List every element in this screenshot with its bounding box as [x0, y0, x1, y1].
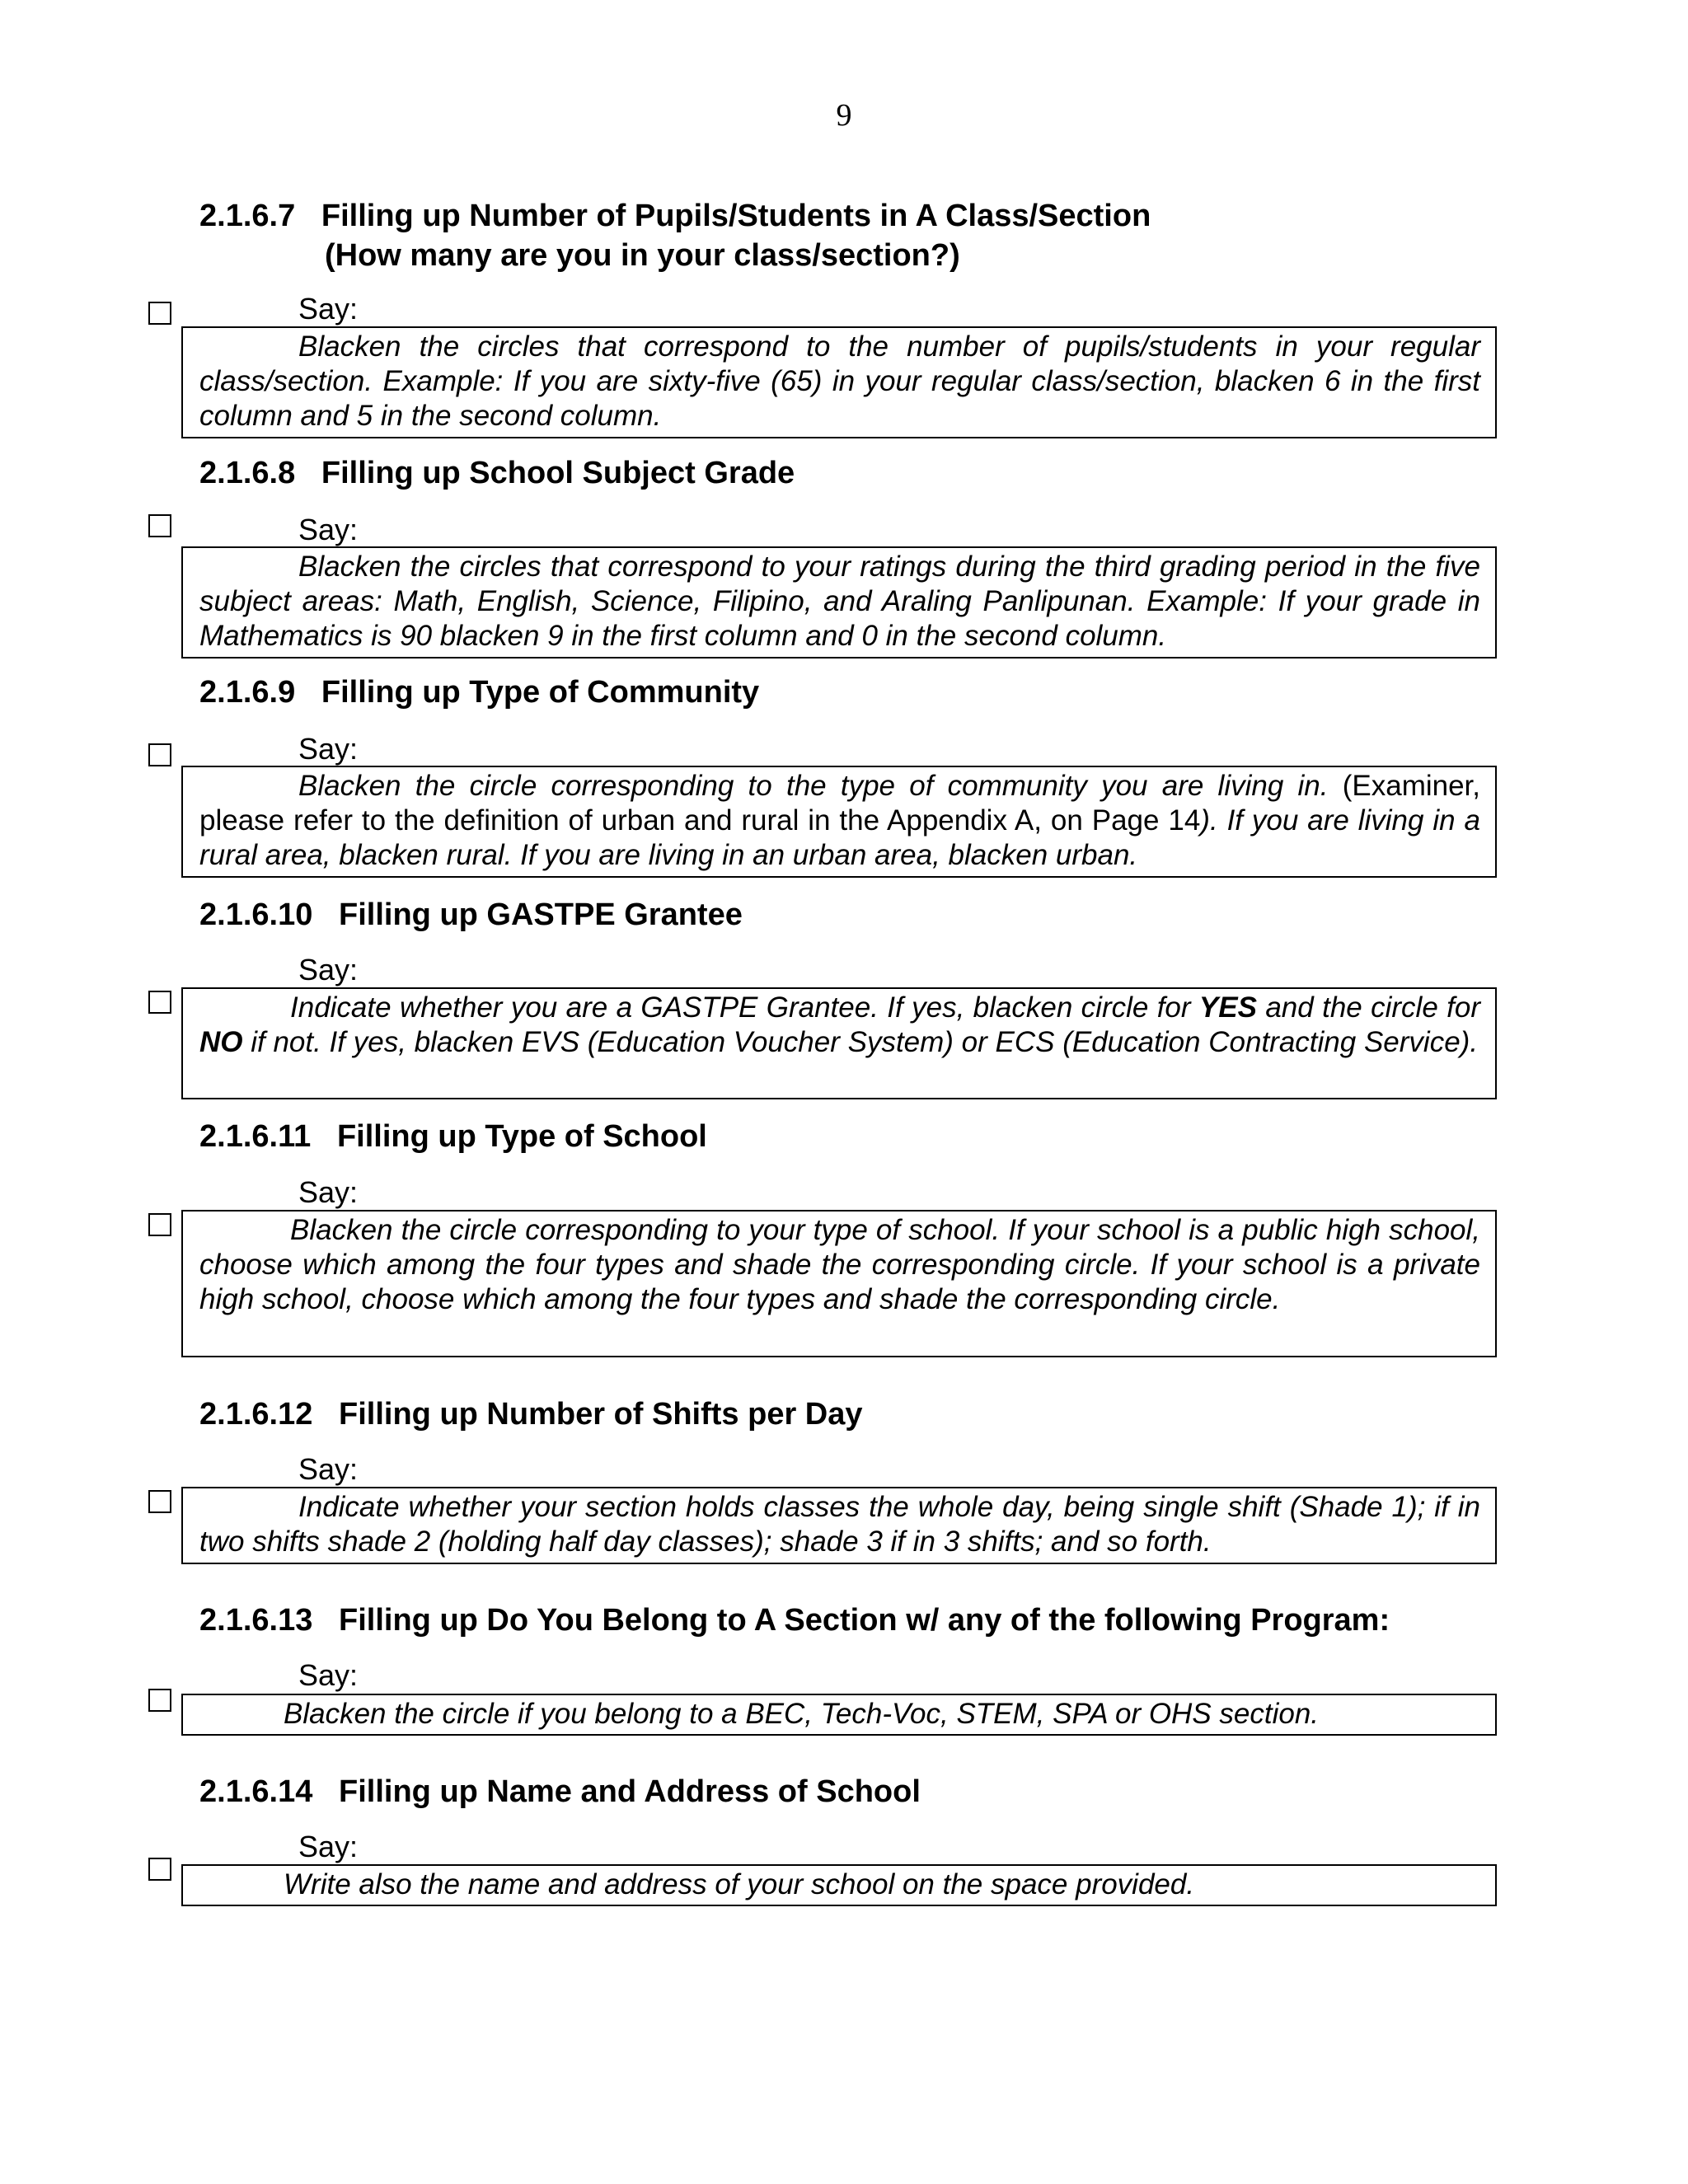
checkbox-2-1-6-7[interactable] — [148, 302, 171, 325]
instruction-text: Blacken the circles that correspond to the number of pupils/students in your regular class/section. Example: If you are sixty-five (65) in your regular class/section, blacken 6 in the first column and 5 in the second column. — [199, 330, 1480, 432]
instruction-text-italic: Indicate whether you are a GASTPE Grantee. If yes, blacken circle for — [290, 991, 1199, 1024]
page-number: 9 — [836, 98, 852, 133]
section-number: 2.1.6.9 — [199, 675, 296, 710]
checkbox-2-1-6-10[interactable] — [148, 991, 171, 1014]
section-heading-2-1-6-13 — [199, 1601, 1390, 1640]
instruction-text: Indicate whether your section holds classes the whole day, being single shift (Shade 1); if in two shifts shade 2 (holding half day classes); shade 3 if in 3 shifts; and so forth. — [199, 1491, 1480, 1558]
say-label: Say: — [298, 1175, 359, 1209]
instruction-box-2-1-6-11 — [181, 1210, 1497, 1357]
instruction-text-italic: and the circle for — [1256, 991, 1480, 1024]
section-number: 2.1.6.14 — [199, 1774, 313, 1809]
section-title: Filling up GASTPE Grantee — [339, 898, 743, 932]
instruction-text-italic: ). If you are living in a rural area, blacken rural. If you are living in an urban area, blacken urban. — [199, 804, 1480, 871]
section-subtitle: (How many are you in your class/section?) — [325, 238, 960, 273]
section-number: 2.1.6.12 — [199, 1397, 313, 1432]
checkbox-2-1-6-9[interactable] — [148, 743, 171, 766]
section-heading-2-1-6-7 — [199, 196, 1151, 275]
say-label: Say: — [298, 1452, 359, 1486]
section-heading-2-1-6-9 — [199, 673, 759, 712]
instruction-text-italic: if not. If yes, blacken EVS (Education Voucher System) or ECS (Education Contracting Service). — [242, 1026, 1479, 1058]
instruction-text — [199, 769, 1480, 873]
section-heading-2-1-6-11 — [199, 1117, 707, 1156]
section-title: Filling up Type of Community — [321, 675, 760, 710]
instruction-text: Write also the name and address of your school on the space provided. — [284, 1868, 1195, 1900]
instruction-box-2-1-6-9 — [181, 766, 1497, 878]
instruction-text — [199, 991, 1480, 1060]
say-label: Say: — [298, 1658, 359, 1692]
checkbox-2-1-6-8[interactable] — [148, 514, 171, 537]
section-title: Filling up Type of School — [336, 1119, 707, 1154]
checkbox-2-1-6-14[interactable] — [148, 1858, 171, 1881]
instruction-text: Blacken the circle corresponding to your type of school. If your school is a public high school, choose which among the four types and shade the corresponding circle. If your school is a private high school, choose which among the four types and shade the corresponding circle. — [199, 1214, 1480, 1315]
section-number: 2.1.6.10 — [199, 898, 313, 932]
instruction-box-2-1-6-12 — [181, 1487, 1497, 1564]
section-heading-2-1-6-10 — [199, 895, 743, 935]
say-label: Say: — [298, 953, 359, 987]
section-title: Filling up School Subject Grade — [321, 456, 795, 490]
say-label: Say: — [298, 732, 359, 766]
instruction-text-italic: Blacken the circle corresponding to the type of community you are living in. — [298, 770, 1329, 802]
section-number: 2.1.6.11 — [199, 1119, 312, 1154]
instruction-text: Blacken the circles that correspond to your ratings during the third grading period in the five subject areas: Math, English, Science, Filipino, and Araling Panlipunan. Example: If your grade in Mathematics is 90 blacken 9 in the first column and 0 in the second column. — [199, 551, 1480, 652]
section-number: 2.1.6.7 — [199, 199, 296, 233]
section-number: 2.1.6.13 — [199, 1603, 313, 1638]
say-label: Say: — [298, 513, 359, 546]
section-title: Filling up Number of Shifts per Day — [339, 1397, 863, 1432]
examiner-note: (Examiner, please refer to the definition of urban and rural in the Appendix A, on Page 14 — [199, 770, 1481, 837]
instruction-box-2-1-6-10 — [181, 987, 1497, 1099]
instruction-box-2-1-6-13 — [181, 1694, 1497, 1736]
section-heading-2-1-6-8 — [199, 453, 795, 493]
section-title: Filling up Number of Pupils/Students in A Class/Section — [321, 199, 1151, 233]
section-heading-2-1-6-12 — [199, 1394, 863, 1434]
section-number: 2.1.6.8 — [199, 456, 296, 490]
checkbox-2-1-6-11[interactable] — [148, 1213, 171, 1236]
instruction-box-2-1-6-14 — [181, 1864, 1497, 1906]
instruction-box-2-1-6-8 — [181, 546, 1497, 658]
instruction-text: Blacken the circle if you belong to a BEC, Tech-Voc, STEM, SPA or OHS section. — [284, 1698, 1320, 1730]
yes-option: YES — [1198, 991, 1257, 1024]
say-label: Say: — [298, 292, 359, 326]
section-heading-2-1-6-14 — [199, 1772, 921, 1811]
instruction-box-2-1-6-7 — [181, 326, 1497, 438]
no-option: NO — [199, 1026, 243, 1058]
say-label: Say: — [298, 1830, 359, 1863]
checkbox-2-1-6-13[interactable] — [148, 1689, 171, 1712]
checkbox-2-1-6-12[interactable] — [148, 1490, 171, 1513]
section-title: Filling up Name and Address of School — [339, 1774, 921, 1809]
section-title: Filling up Do You Belong to A Section w/ any of the following Program: — [339, 1603, 1390, 1638]
